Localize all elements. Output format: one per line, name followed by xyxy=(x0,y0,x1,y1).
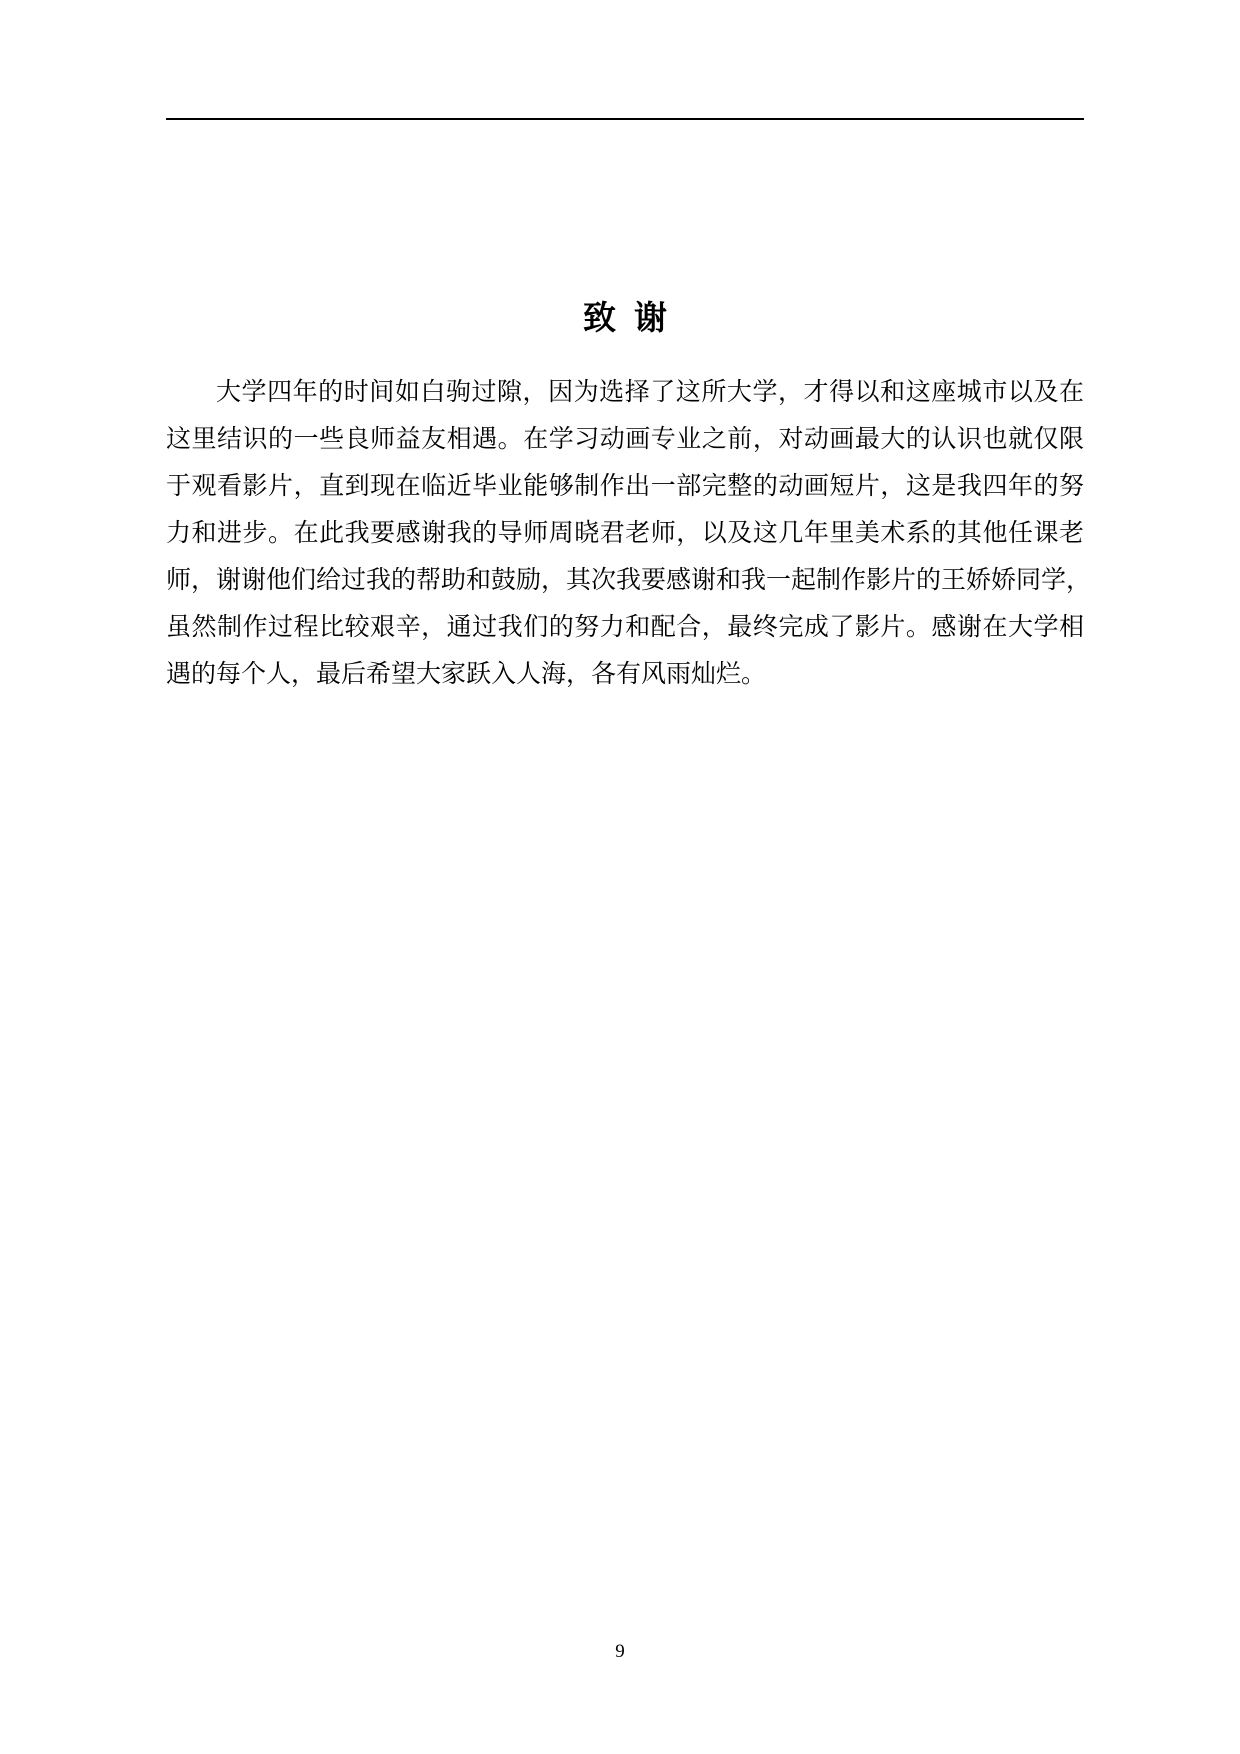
page-title-char-1: 致 xyxy=(583,298,616,337)
page-title-char-2: 谢 xyxy=(634,298,667,337)
paragraph-line-5: 师，谢谢他们给过我的帮助和鼓励，其次我要感谢和我一起制作影片的王娇娇同学， xyxy=(166,565,1092,594)
page-title xyxy=(166,296,1084,340)
page-number: 9 xyxy=(615,1641,625,1662)
paragraph-line-7: 遇的每个人，最后希望大家跃入人海，各有风雨灿烂。 xyxy=(166,659,767,688)
acknowledgement-paragraph xyxy=(166,368,1092,697)
paragraph-line-1: 大学四年的时间如白驹过隙，因为选择了这所大学，才得以和这座城市以及在 xyxy=(216,377,1084,406)
paragraph-line-4: 力和进步。在此我要感谢我的导师周晓君老师，以及这几年里美术系的其他任课老 xyxy=(166,518,1084,547)
paragraph-line-3: 于观看影片，直到现在临近毕业能够制作出一部完整的动画短片，这是我四年的努 xyxy=(166,471,1084,500)
paragraph-line-6: 虽然制作过程比较艰辛，通过我们的努力和配合，最终完成了影片。感谢在大学相 xyxy=(166,612,1084,641)
paragraph-line-2: 这里结识的一些良师益友相遇。在学习动画专业之前，对动画最大的认识也就仅限 xyxy=(166,424,1084,453)
header-rule xyxy=(166,118,1084,120)
